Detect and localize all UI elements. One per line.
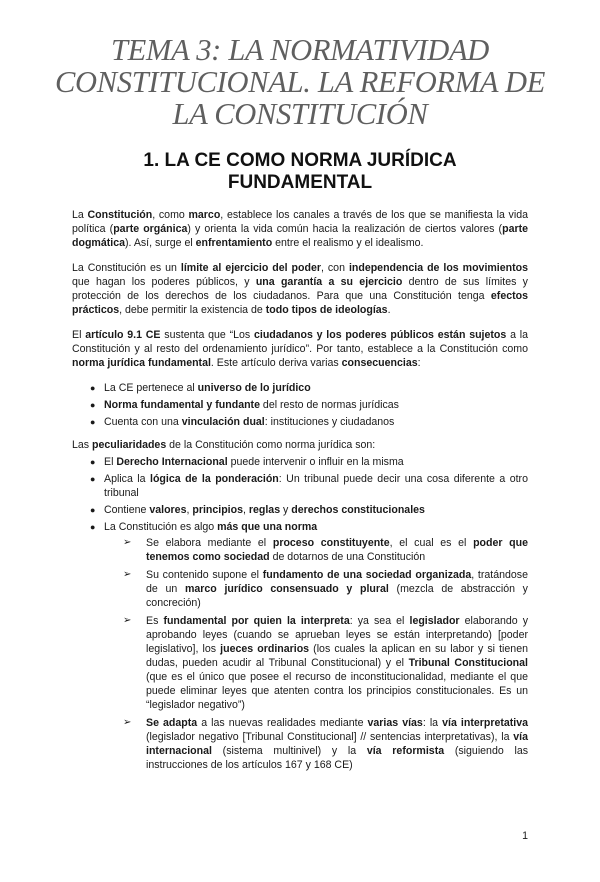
list-item: ● Aplica la lógica de la ponderación: Un tribunal puede decir una cosa diferente a otro tribunal	[90, 473, 528, 499]
list-item: ● Contiene valores, principios, reglas y derechos constitucionales	[90, 504, 425, 516]
section-heading	[72, 150, 528, 194]
paragraph-limit: La Constitución es un límite al ejercicio del poder, con independencia de los movimientos que hagan los poderes públicos, y una garantía a su ejercicio dentro de sus límites y protección de los derechos de los ciudadanos. Para que una Constitución tenga efectos prácticos, debe permitir la existencia de todo tipos de ideologías.	[72, 262, 529, 316]
bullet-icon: ●	[90, 457, 96, 467]
list-item: ● Norma fundamental y fundante del resto de normas jurídicas	[90, 399, 399, 411]
list-item: ● La Constitución es algo más que una norma ➢ Se elabora mediante el proceso constituyente, el cual es el poder que tenemos como sociedad de dotarnos de una Constitución ➢ Su contenido supone el fundamento de una sociedad organizada, tratándose de un marco jurídico consensuado y plural (mezcla de abstracción y concreción) ➢ Es fundamental por quien la interpreta: ya sea el legislador elaborando y aprobando leyes (cuando se aprueban leyes se están interpretando) [poder legislativo], los jueces ordinarios (los cuales la aplican en su labor y si tienen dudas, pueden acudir al Tribunal Constitucional) y el Tribunal Constitucional (que es el único que posee el recurso de inconstitucionalidad, mediante el que puede eliminar leyes que atenten contra los principios constitucionales. Es un “legislador negativo”) ➢ Se adapta a las nuevas realidades mediante varias vías: la vía interpretativa (legislador negativo [Tribunal Constitucional] // sentencias interpretativas), la vía internacional (sistema multinivel) y la vía reformista (siguiendo las instrucciones de los artículos 167 y 168 CE)	[72, 520, 528, 772]
arrow-bullet-icon: ➢	[123, 537, 132, 548]
list-item: ● La CE pertenece al universo de lo jurídico	[90, 382, 311, 394]
paragraph-article: El artículo 9.1 CE sustenta que “Los ciudadanos y los poderes públicos están sujetos a la Constitución y al resto del ordenamiento jurídico”. Por tanto, establece a la Constitución como norma jurídica fundamental. Este artículo deriva varias consecuencias:	[72, 329, 529, 369]
list-item: ● El Derecho Internacional puede intervenir o influir en la misma	[90, 456, 404, 468]
bullet-icon: ●	[90, 400, 96, 410]
paragraph-peculiarities: Las peculiaridades de la Constitución como norma jurídica son:	[72, 439, 376, 451]
list-item: ● Cuenta con una vinculación dual: instituciones y ciudadanos	[90, 416, 395, 428]
sub-list	[104, 536, 528, 772]
section-number: 1.	[143, 150, 160, 171]
arrow-bullet-icon: ➢	[123, 615, 132, 626]
document-page	[0, 34, 600, 882]
document-title: TEMA 3: LA NORMATIVIDAD CONSTITUCIONAL. LA REFORMA DE LA CONSTITUCIÓN	[54, 33, 546, 131]
sub-list-item: ➢ Se adapta a las nuevas realidades mediante varias vías: la vía interpretativa (legislador negativo [Tribunal Constitucional] // sentencias interpretativas), la vía internacional (sistema multinivel) y la vía reformista (siguiendo las instrucciones de los artículos 167 y 168 CE)	[123, 717, 529, 771]
section-title: LA CE COMO NORMA JURÍDICA FUNDAMENTAL	[164, 150, 457, 193]
bullet-icon: ●	[90, 383, 96, 393]
paragraph-intro: La Constitución, como marco, establece los canales a través de los que se manifiesta la vida política (parte orgánica) y orienta la vida común hacia la realización de ciertos valores (parte dogmática). Así, surge el enfrentamiento entre el realismo y el idealismo.	[72, 209, 528, 249]
bullet-icon: ●	[90, 505, 96, 515]
bullet-icon: ●	[90, 417, 96, 427]
sub-list-item: ➢ Su contenido supone el fundamento de una sociedad organizada, tratándose de un marco jurídico consensuado y plural (mezcla de abstracción y concreción)	[123, 569, 528, 609]
consequences-list	[72, 381, 528, 429]
arrow-bullet-icon: ➢	[123, 717, 132, 728]
peculiarities-list	[72, 455, 528, 772]
bullet-icon: ●	[90, 522, 96, 532]
sub-list-item: ➢ Se elabora mediante el proceso constituyente, el cual es el poder que tenemos como sociedad de dotarnos de una Constitución	[123, 537, 529, 563]
arrow-bullet-icon: ➢	[123, 569, 132, 580]
bullet-icon: ●	[90, 474, 96, 484]
sub-list-item: ➢ Es fundamental por quien la interpreta: ya sea el legislador elaborando y aprobando leyes (cuando se aprueban leyes se están interpretando) [poder legislativo], los jueces ordinarios (los cuales la aplican en su labor y si tienen dudas, pueden acudir al Tribunal Constitucional) y el Tribunal Constitucional (que es el único que posee el recurso de inconstitucionalidad, mediante el que puede eliminar leyes que atenten contra los principios constitucionales. Es un “legislador negativo”)	[123, 615, 529, 711]
page-number: 1	[522, 830, 528, 842]
